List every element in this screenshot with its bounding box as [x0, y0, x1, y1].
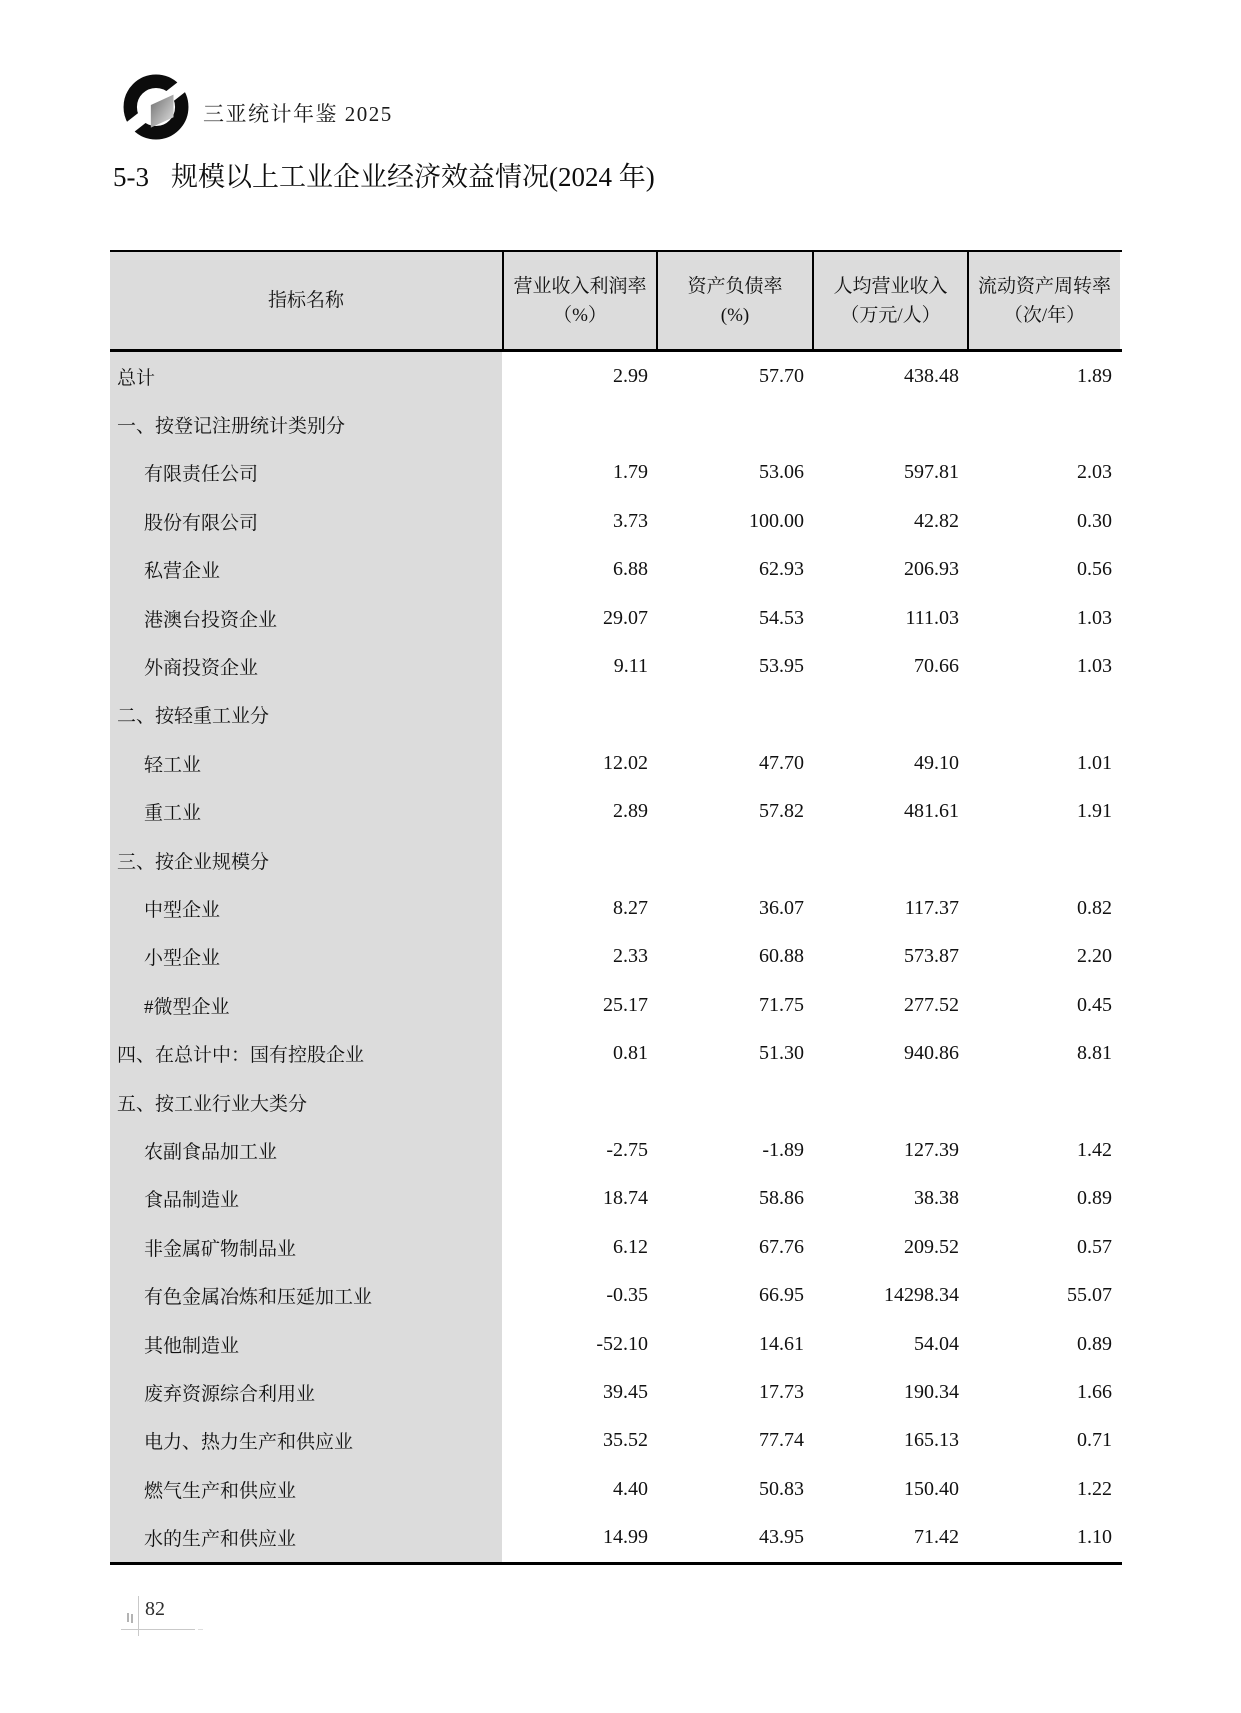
value-cell-debt-ratio — [656, 691, 812, 739]
table-row — [110, 1029, 1122, 1077]
indicator-cell: 有色金属冶炼和压延加工业 — [110, 1271, 502, 1319]
value-cell-profit-rate: 3.73 — [613, 509, 648, 532]
column-header-label: 指标名称 — [267, 290, 344, 311]
value-cell-profit-rate: 39.45 — [603, 1380, 648, 1403]
column-header-unit: （万元/人） — [840, 304, 941, 326]
table-row — [110, 884, 1122, 932]
value-cell-debt-ratio: 36.07 — [759, 896, 804, 919]
value-cell-asset-turnover: 0.89 — [1077, 1187, 1112, 1210]
value-cell-profit-rate — [502, 400, 656, 448]
table-row — [110, 352, 1122, 400]
value-cell-profit-rate: -52.10 — [596, 1332, 648, 1355]
table-row — [110, 1368, 1122, 1416]
value-cell-asset-turnover: 0.45 — [1077, 993, 1112, 1016]
value-cell-debt-ratio: 57.70 — [759, 364, 804, 387]
value-cell-asset-turnover — [967, 836, 1120, 884]
value-cell-asset-turnover: 1.03 — [1077, 606, 1112, 629]
value-cell-debt-ratio: 66.95 — [759, 1284, 804, 1307]
value-cell-revenue-per-capita: 117.37 — [904, 896, 959, 919]
indicator-cell: #微型企业 — [110, 981, 502, 1029]
indicator-cell: 私营企业 — [110, 546, 502, 594]
value-cell-revenue-per-capita: 54.04 — [914, 1332, 959, 1355]
value-cell-debt-ratio: 51.30 — [759, 1042, 804, 1065]
indicator-cell: 外商投资企业 — [110, 642, 502, 690]
value-cell-profit-rate — [502, 691, 656, 739]
column-header-unit: （次/年） — [1003, 304, 1086, 326]
indicator-cell: 水的生产和供应业 — [110, 1513, 502, 1561]
value-cell-profit-rate: 12.02 — [603, 751, 648, 774]
value-cell-profit-rate: 6.88 — [613, 558, 648, 581]
table-row — [110, 1078, 1122, 1126]
indicator-cell: 四、在总计中：国有控股企业 — [110, 1029, 502, 1077]
value-cell-asset-turnover: 0.71 — [1077, 1429, 1112, 1452]
value-cell-debt-ratio: 71.75 — [759, 993, 804, 1016]
page-title — [113, 158, 655, 196]
footer-crop-mark-vertical — [138, 1596, 139, 1636]
value-cell-asset-turnover: 0.57 — [1077, 1235, 1112, 1258]
table-row — [110, 933, 1122, 981]
value-cell-revenue-per-capita: 573.87 — [904, 945, 959, 968]
footer-tick-mark — [127, 1613, 129, 1622]
value-cell-revenue-per-capita: 150.40 — [904, 1477, 959, 1500]
value-cell-revenue-per-capita — [812, 1078, 967, 1126]
indicator-cell: 重工业 — [110, 788, 502, 836]
value-cell-profit-rate: 14.99 — [603, 1526, 648, 1549]
column-header-label: 流动资产周转率 — [977, 275, 1111, 297]
value-cell-profit-rate: 6.12 — [613, 1235, 648, 1258]
page-number: 82 — [145, 1598, 165, 1620]
table-body — [110, 352, 1122, 1565]
value-cell-revenue-per-capita: 940.86 — [904, 1042, 959, 1065]
table-row — [110, 497, 1122, 545]
table-row — [110, 1417, 1122, 1465]
value-cell-revenue-per-capita: 71.42 — [914, 1526, 959, 1549]
value-cell-debt-ratio: 53.95 — [759, 655, 804, 678]
indicator-cell: 五、按工业行业大类分 — [110, 1078, 502, 1126]
value-cell-debt-ratio: 14.61 — [759, 1332, 804, 1355]
column-header-label: 资产负债率 — [687, 275, 783, 297]
value-cell-revenue-per-capita — [812, 836, 967, 884]
indicator-cell: 电力、热力生产和供应业 — [110, 1417, 502, 1465]
indicator-cell: 总计 — [110, 352, 502, 400]
value-cell-debt-ratio: 47.70 — [759, 751, 804, 774]
value-cell-revenue-per-capita: 438.48 — [904, 364, 959, 387]
value-cell-asset-turnover: 1.22 — [1077, 1477, 1112, 1500]
value-cell-revenue-per-capita: 165.13 — [904, 1429, 959, 1452]
value-cell-profit-rate: 2.89 — [613, 800, 648, 823]
indicator-cell: 一、按登记注册统计类别分 — [110, 400, 502, 448]
column-header-asset-turnover — [967, 252, 1120, 349]
yearbook-logo-icon — [123, 73, 189, 141]
column-header-unit: （%） — [553, 304, 607, 326]
value-cell-asset-turnover: 0.56 — [1077, 558, 1112, 581]
value-cell-asset-turnover: 1.91 — [1077, 800, 1112, 823]
indicator-cell: 燃气生产和供应业 — [110, 1465, 502, 1513]
indicator-cell: 中型企业 — [110, 884, 502, 932]
value-cell-revenue-per-capita: 38.38 — [914, 1187, 959, 1210]
table-row — [110, 981, 1122, 1029]
value-cell-asset-turnover: 1.66 — [1077, 1380, 1112, 1403]
value-cell-revenue-per-capita: 127.39 — [904, 1138, 959, 1161]
value-cell-profit-rate: -2.75 — [606, 1138, 648, 1161]
value-cell-asset-turnover: 1.89 — [1077, 364, 1112, 387]
value-cell-profit-rate: 35.52 — [603, 1429, 648, 1452]
value-cell-asset-turnover: 0.30 — [1077, 509, 1112, 532]
table-row — [110, 449, 1122, 497]
value-cell-debt-ratio: -1.89 — [762, 1138, 804, 1161]
indicator-cell: 股份有限公司 — [110, 497, 502, 545]
indicator-cell: 二、按轻重工业分 — [110, 691, 502, 739]
table-row — [110, 642, 1122, 690]
column-header-revenue-per-capita — [812, 252, 967, 349]
value-cell-revenue-per-capita: 49.10 — [914, 751, 959, 774]
value-cell-profit-rate: 2.33 — [613, 945, 648, 968]
table-row — [110, 1126, 1122, 1174]
value-cell-profit-rate: 8.27 — [613, 896, 648, 919]
indicator-cell: 农副食品加工业 — [110, 1126, 502, 1174]
column-header-label: 人均营业收入 — [833, 275, 948, 297]
value-cell-revenue-per-capita — [812, 691, 967, 739]
value-cell-revenue-per-capita: 42.82 — [914, 509, 959, 532]
value-cell-profit-rate: 18.74 — [603, 1187, 648, 1210]
table-row — [110, 1223, 1122, 1271]
value-cell-revenue-per-capita: 14298.34 — [884, 1284, 959, 1307]
table-row — [110, 1320, 1122, 1368]
value-cell-profit-rate: 1.79 — [613, 461, 648, 484]
value-cell-revenue-per-capita: 277.52 — [904, 993, 959, 1016]
yearbook-title: 三亚统计年鉴 2025 — [203, 102, 393, 126]
value-cell-asset-turnover — [967, 400, 1120, 448]
value-cell-debt-ratio: 60.88 — [759, 945, 804, 968]
indicator-cell: 有限责任公司 — [110, 449, 502, 497]
table-header-row — [110, 250, 1122, 352]
value-cell-debt-ratio: 43.95 — [759, 1526, 804, 1549]
value-cell-profit-rate: 4.40 — [613, 1477, 648, 1500]
indicator-cell: 小型企业 — [110, 933, 502, 981]
value-cell-asset-turnover: 8.81 — [1077, 1042, 1112, 1065]
table-row — [110, 691, 1122, 739]
value-cell-asset-turnover: 1.01 — [1077, 751, 1112, 774]
table-row — [110, 400, 1122, 448]
value-cell-debt-ratio: 67.76 — [759, 1235, 804, 1258]
value-cell-asset-turnover — [967, 1078, 1120, 1126]
value-cell-profit-rate: 29.07 — [603, 606, 648, 629]
footer-crop-mark-horizontal-tip — [198, 1629, 203, 1630]
value-cell-debt-ratio: 57.82 — [759, 800, 804, 823]
value-cell-debt-ratio: 54.53 — [759, 606, 804, 629]
table-title-text: 规模以上工业企业经济效益情况(2024 年) — [171, 162, 655, 192]
indicator-cell: 三、按企业规模分 — [110, 836, 502, 884]
statistics-table — [110, 250, 1122, 1565]
value-cell-revenue-per-capita: 190.34 — [904, 1380, 959, 1403]
value-cell-asset-turnover: 0.89 — [1077, 1332, 1112, 1355]
column-header-indicator — [110, 252, 502, 349]
value-cell-profit-rate: -0.35 — [606, 1284, 648, 1307]
value-cell-profit-rate: 25.17 — [603, 993, 648, 1016]
value-cell-asset-turnover: 1.42 — [1077, 1138, 1112, 1161]
value-cell-debt-ratio: 62.93 — [759, 558, 804, 581]
indicator-cell: 非金属矿物制品业 — [110, 1223, 502, 1271]
indicator-cell: 其他制造业 — [110, 1320, 502, 1368]
value-cell-revenue-per-capita: 481.61 — [904, 800, 959, 823]
value-cell-revenue-per-capita: 206.93 — [904, 558, 959, 581]
value-cell-asset-turnover — [967, 691, 1120, 739]
value-cell-asset-turnover: 2.20 — [1077, 945, 1112, 968]
column-header-label: 营业收入利润率 — [513, 275, 647, 297]
value-cell-debt-ratio: 53.06 — [759, 461, 804, 484]
column-header-debt-ratio — [656, 252, 812, 349]
value-cell-asset-turnover: 0.82 — [1077, 896, 1112, 919]
table-row — [110, 836, 1122, 884]
value-cell-profit-rate — [502, 836, 656, 884]
value-cell-debt-ratio: 100.00 — [749, 509, 804, 532]
value-cell-debt-ratio: 77.74 — [759, 1429, 804, 1452]
table-row — [110, 788, 1122, 836]
value-cell-debt-ratio: 17.73 — [759, 1380, 804, 1403]
indicator-cell: 食品制造业 — [110, 1175, 502, 1223]
value-cell-asset-turnover: 1.10 — [1077, 1526, 1112, 1549]
value-cell-asset-turnover: 55.07 — [1067, 1284, 1112, 1307]
value-cell-asset-turnover: 1.03 — [1077, 655, 1112, 678]
indicator-cell: 废弃资源综合利用业 — [110, 1368, 502, 1416]
value-cell-debt-ratio — [656, 836, 812, 884]
table-row — [110, 739, 1122, 787]
table-row — [110, 594, 1122, 642]
value-cell-revenue-per-capita: 597.81 — [904, 461, 959, 484]
column-header-profit-rate — [502, 252, 656, 349]
column-header-unit: (%) — [720, 304, 750, 326]
table-row — [110, 1271, 1122, 1319]
value-cell-profit-rate: 0.81 — [613, 1042, 648, 1065]
table-number: 5-3 — [113, 162, 149, 192]
value-cell-debt-ratio — [656, 400, 812, 448]
value-cell-debt-ratio: 50.83 — [759, 1477, 804, 1500]
value-cell-debt-ratio: 58.86 — [759, 1187, 804, 1210]
value-cell-revenue-per-capita: 209.52 — [904, 1235, 959, 1258]
value-cell-profit-rate: 2.99 — [613, 364, 648, 387]
value-cell-profit-rate — [502, 1078, 656, 1126]
value-cell-revenue-per-capita: 70.66 — [914, 655, 959, 678]
footer-crop-mark-horizontal — [121, 1629, 195, 1630]
value-cell-revenue-per-capita — [812, 400, 967, 448]
value-cell-profit-rate: 9.11 — [613, 655, 648, 678]
table-row — [110, 1465, 1122, 1513]
indicator-cell: 港澳台投资企业 — [110, 594, 502, 642]
table-row — [110, 1175, 1122, 1223]
indicator-cell: 轻工业 — [110, 739, 502, 787]
value-cell-debt-ratio — [656, 1078, 812, 1126]
table-row — [110, 546, 1122, 594]
page-header — [123, 72, 393, 142]
value-cell-asset-turnover: 2.03 — [1077, 461, 1112, 484]
value-cell-revenue-per-capita: 111.03 — [905, 606, 959, 629]
table-row — [110, 1513, 1122, 1561]
